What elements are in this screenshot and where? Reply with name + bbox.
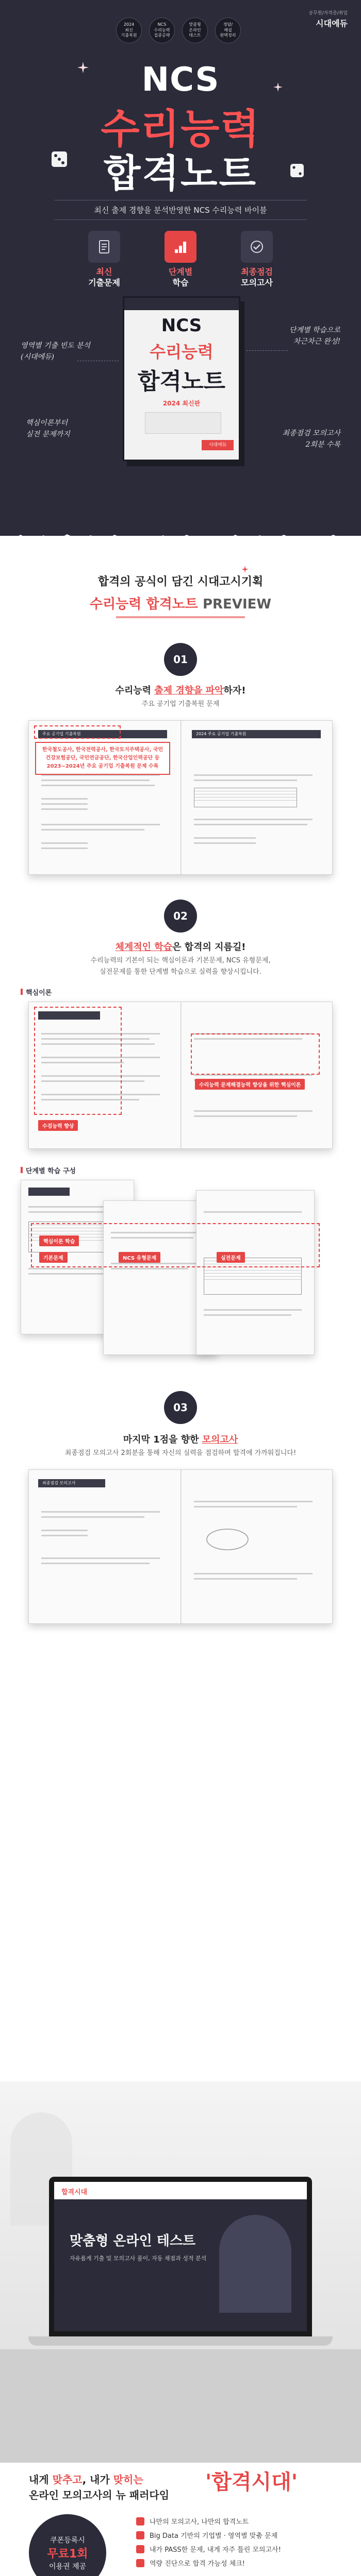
book-title-note: 합격노트 (137, 368, 225, 395)
hero-note-right-top: 단계별 학습으로 차근차근 완성! (289, 326, 340, 346)
text-line (194, 1115, 297, 1117)
text-line (194, 1578, 297, 1580)
text-line (41, 779, 150, 781)
site-logo: 합격시대 (61, 2189, 88, 2196)
text-line (41, 1557, 160, 1559)
hero-title-note: 합격노트 (104, 151, 257, 196)
promo-headline: 내게 맞추고, 내가 맞히는 온라인 모의고사의 뉴 패러다임 (29, 2473, 170, 2501)
text-line (204, 1211, 302, 1213)
highlight-frame (191, 1033, 320, 1075)
label-step-practice: 실전문제 (217, 1252, 245, 1263)
sparkle-icon (241, 566, 249, 573)
list-item: 역량 진단으로 합격 가능성 체크! (136, 2558, 332, 2568)
badge-1: 2024 최신 기출복원 (116, 18, 142, 43)
sparkle-icon (77, 62, 89, 73)
site-header (54, 2182, 307, 2199)
book-title-subject: 수리능력 (150, 342, 214, 362)
highlight-frame (34, 1007, 122, 1115)
hero-note-right-bottom: 최종점검 모의고사 2회분 수록 (282, 429, 340, 449)
dice-icon (50, 149, 70, 170)
category-list (76, 231, 285, 289)
text-line (194, 774, 313, 776)
site-title: 맞춤형 온라인 테스트 (70, 2233, 196, 2249)
text-line (194, 1501, 313, 1502)
text-line (204, 1309, 302, 1311)
text-line (41, 842, 88, 844)
bullet-icon (136, 2531, 144, 2539)
circle-diagram (204, 1527, 251, 1552)
label-step-theory: 핵심이론 학습 (39, 1235, 79, 1246)
book-title-ncs: NCS (161, 315, 202, 336)
preview-underline (116, 616, 245, 618)
text-line (41, 798, 88, 800)
label-step-basic: 기본문제 (39, 1252, 68, 1263)
preview-top-line: 합격의 공식이 담긴 시대고시기획 (97, 575, 264, 588)
preview-top-brand: 시대고시기획 (197, 575, 264, 588)
label-improve: 수검능력 향상 (38, 1120, 78, 1131)
book-cover-illustration (145, 412, 221, 434)
page-header-bar: 최종점검 모의고사 (38, 1479, 105, 1487)
text-line (204, 1314, 291, 1316)
category-label-b: 모의고사 (241, 277, 273, 287)
text-line (41, 1535, 88, 1536)
hero-banner (0, 0, 361, 536)
hero-subtitle: 최신 출제 경향을 분석반영한 NCS 수리능력 바이블 (54, 200, 307, 220)
category-label-b: 기출문제 (88, 277, 120, 287)
text-line (194, 779, 297, 781)
promo-brand-big: '합격시대' (205, 2470, 298, 2494)
data-table (194, 788, 297, 807)
text-line (41, 808, 88, 810)
feature-badges (116, 18, 241, 43)
hero-note-left-bottom: 핵심이론부터 실전 문제까지 (26, 419, 70, 439)
book-publisher-stamp: 시대에듀 (202, 440, 234, 450)
hero-title-ncs: NCS (141, 61, 220, 99)
badge-4: 정답/ 해설 완벽정리 (215, 18, 241, 43)
section-01-desc: 주요 공기업 기출복원 문제 (141, 700, 220, 708)
divider (247, 350, 288, 351)
text-line (41, 824, 160, 825)
text-line (194, 824, 307, 825)
list-item: 내가 PASS한 문제, 내게 자주 틀린 모의고사! (136, 2544, 332, 2554)
section-number-02: 02 (164, 900, 197, 933)
text-line (41, 1511, 160, 1513)
text-line (41, 1563, 150, 1564)
text-line (194, 837, 256, 839)
hero-note-left-top: 영역별 기출 빈도 분석 (시대에듀) (21, 342, 91, 362)
callout-01: 한국철도공사, 한국전력공사, 한국토지주택공사, 국민건강보험공단, 국민연금공단, 한국산업인력공단 등 2023~2024년 주요 공기업 기출복원 문제 수록 (35, 742, 170, 775)
category-label-a: 최종점검 (241, 267, 273, 277)
section-03-desc: 최종점검 모의고사 2회분을 통해 자신의 실력을 점검하며 합격에 가까워집니다! (64, 1449, 297, 1457)
page-header-bar (28, 1188, 70, 1196)
ladder-icon (165, 231, 196, 263)
text-line (194, 842, 256, 844)
laptop-display (54, 2182, 307, 2331)
check-icon (241, 231, 273, 263)
list-item: Big Data 기반의 기업별 · 영역별 맞춤 문제 (136, 2530, 332, 2540)
highlight-frame (34, 725, 121, 739)
text-line (41, 848, 88, 849)
robot-illustration (219, 2215, 291, 2313)
text-line (41, 1516, 144, 1518)
section-02-desc: 수리능력의 기본이 되는 핵심이론과 기본문제, NCS 유형문제, 실전문제를 통한 단계별 학습으로 실력을 향상시킵니다. (90, 957, 271, 976)
page-header-bar: 2024 주요 공기업 기출복원 (192, 730, 321, 738)
coupon-badge: 쿠폰등록시 무료1회 이용권 제공 (29, 2514, 106, 2576)
bullet-icon (136, 2517, 144, 2526)
text-line (194, 1573, 313, 1574)
label-step-ncs: NCS 유형문제 (119, 1252, 160, 1263)
preview-title: 수리능력 합격노트 PREVIEW (89, 597, 272, 612)
text-line (194, 1110, 313, 1112)
section-number-01: 01 (164, 643, 197, 676)
publisher-brand (308, 9, 348, 29)
bullet-icon (136, 2559, 144, 2567)
category-label-b: 학습 (172, 277, 189, 287)
laptop-screen (49, 2177, 312, 2336)
tag-steps: 단계별 학습 구성 (21, 1165, 76, 1175)
book-spread-03 (28, 1469, 333, 1624)
text-line (41, 1530, 88, 1531)
site-hero (54, 2199, 307, 2331)
text-line (28, 1211, 111, 1213)
spread-fold (180, 1002, 182, 1148)
text-line (194, 1506, 297, 1507)
category-exam (76, 231, 132, 289)
category-steps (153, 231, 208, 289)
laptop-base (28, 2336, 333, 2346)
hero-title-subject: 수리능력 (101, 106, 260, 152)
site-subtitle: 자유롭게 기출 및 모의고사 풀이, 자동 채점과 성적 분석 (70, 2255, 207, 2262)
book-top-band (124, 298, 239, 310)
list-item: 나만의 모의고사, 나만의 합격노트 (136, 2516, 332, 2526)
torn-edge (0, 531, 361, 546)
sparkle-icon (273, 82, 283, 92)
dice-icon (289, 162, 306, 180)
brand-main: 시대에듀 (316, 19, 348, 28)
text-line (28, 1273, 111, 1275)
section-02-heading: 체계적인 학습은 합격의 지름길! (115, 942, 246, 953)
text-line (41, 785, 155, 786)
book-edition: 2024 최신판 (162, 400, 201, 407)
text-line (41, 803, 88, 805)
book-cover (123, 296, 240, 461)
category-label-a: 단계별 (168, 267, 193, 277)
bullet-icon (136, 2545, 144, 2553)
category-mock (229, 231, 285, 289)
text-line (111, 1268, 188, 1269)
book-page-step-3 (196, 1190, 315, 1355)
promo-feature-list (136, 2516, 332, 2572)
badge-2: NCS 수리능력 집중공략 (149, 18, 175, 43)
tag-theory: 핵심이론 (21, 987, 52, 997)
spread-fold (180, 721, 182, 874)
label-theory-core: 수리능력 문제해결능력 향상을 위한 핵심이론 (195, 1079, 305, 1090)
section-01-heading: 수리능력 출제 경향을 파악하자! (115, 685, 246, 696)
brand-sub: 공무원/자격증/취업 (308, 11, 348, 16)
category-label-a: 최신 (96, 267, 112, 277)
text-line (41, 829, 144, 831)
page-header-bar: 주요 공기업 기출복원 (38, 730, 167, 738)
text-line (194, 819, 313, 820)
badge-3: 맞춤형 온라인 테스트 (182, 18, 208, 43)
desk-surface (0, 2349, 361, 2463)
section-03-heading: 마지막 1점을 향한 모의고사 (123, 1434, 238, 1445)
spread-fold (180, 1470, 182, 1623)
document-icon (88, 231, 120, 263)
section-number-03: 03 (164, 1391, 197, 1424)
